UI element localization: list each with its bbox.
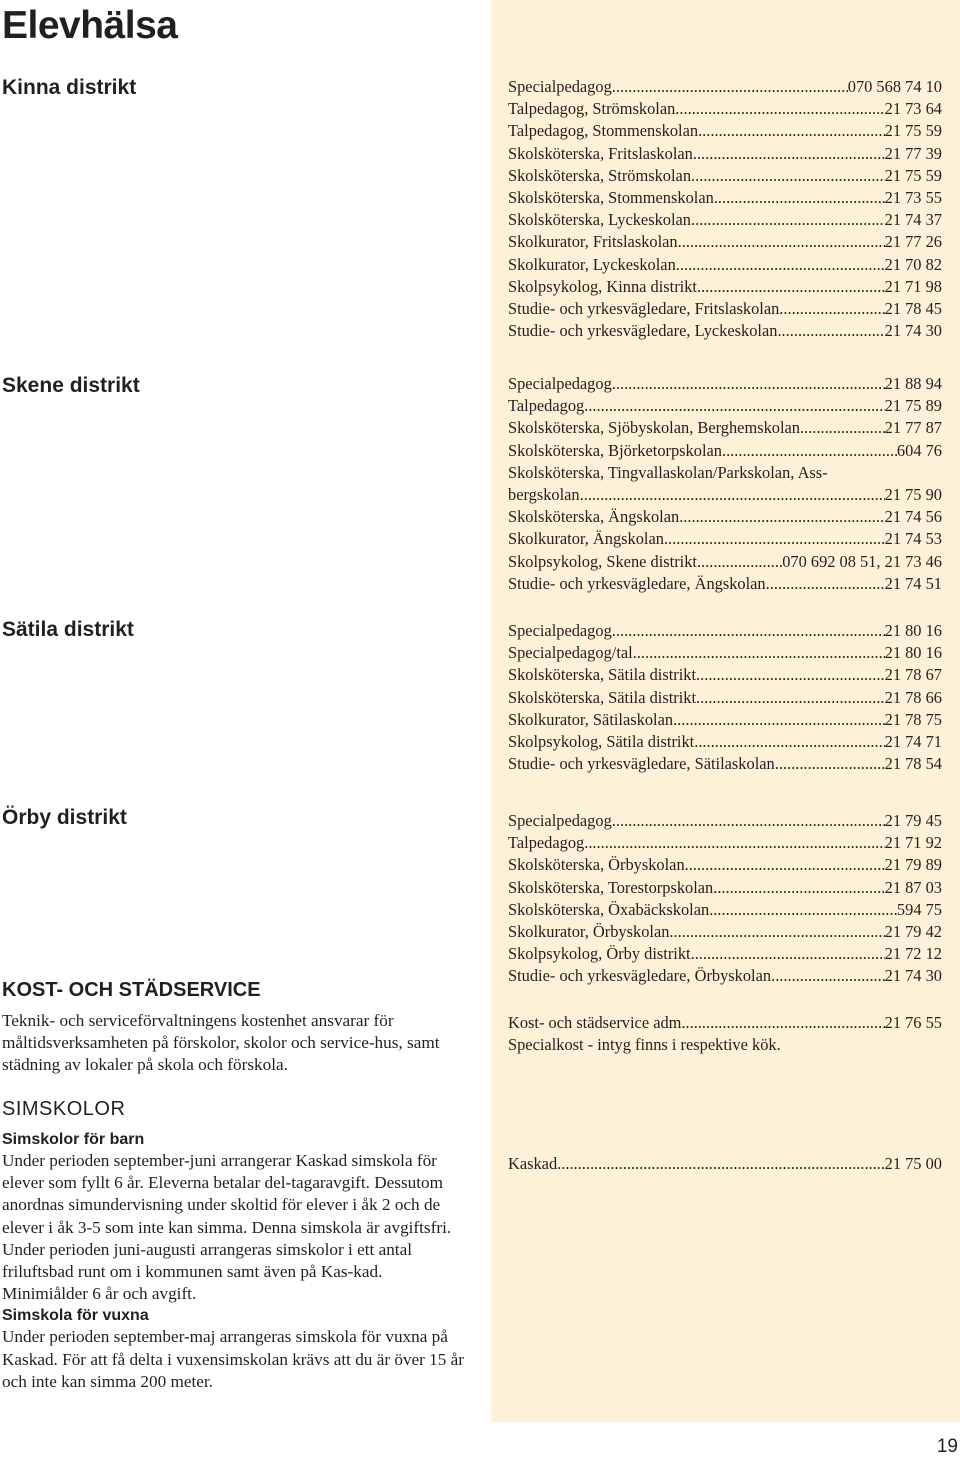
contact-row bbox=[508, 276, 942, 298]
contact-row bbox=[508, 417, 942, 439]
contact-row bbox=[508, 187, 942, 209]
kost-description: Teknik- och serviceförvaltningens kostenhet ansvarar för måltidsverksamheten på förskolor, skolor och service-hus, samt städning av lokaler på skola och förskola. bbox=[2, 1011, 440, 1075]
contact-label: Skolsköterska, Strömskolan bbox=[508, 165, 692, 185]
contact-label: Skolpsykolog, Skene distrikt.. bbox=[508, 551, 706, 571]
contact-label: Studie- och yrkesvägledare, Fritslaskolan bbox=[508, 299, 780, 319]
skene-heading: Skene distrikt bbox=[2, 374, 140, 397]
sim-vuxna-heading: Simskola för vuxna bbox=[2, 1307, 149, 1325]
dot-leader bbox=[633, 642, 885, 664]
dot-leader bbox=[612, 76, 848, 98]
contact-label: Specialpedagog bbox=[508, 621, 612, 640]
contact-row bbox=[508, 943, 942, 965]
dot-leader bbox=[709, 899, 897, 921]
contact-row bbox=[508, 810, 942, 832]
phone-number: 21 78 54 bbox=[884, 754, 942, 774]
phone-number: 21 78 45 bbox=[884, 299, 942, 319]
contact-row bbox=[508, 395, 942, 417]
contact-row: Skolsköterska, Tingvallaskolan/Parkskolan, Ass- bbox=[508, 462, 828, 482]
contact-row bbox=[508, 921, 942, 943]
contact-row bbox=[508, 877, 942, 899]
contact-row bbox=[508, 76, 942, 98]
contact-label: Talpedagog bbox=[508, 833, 585, 853]
dot-leader bbox=[779, 298, 884, 320]
contact-row bbox=[508, 1012, 942, 1034]
phone-number: 21 78 75 bbox=[884, 709, 942, 729]
contact-label: Skolsköterska, Fritslaskolan bbox=[508, 143, 693, 163]
skene-contact-list bbox=[508, 373, 942, 595]
contact-row bbox=[508, 528, 942, 550]
dot-leader bbox=[681, 1012, 884, 1034]
contact-row bbox=[508, 143, 942, 165]
contact-row bbox=[508, 642, 942, 664]
contact-label: Kaskad bbox=[508, 1154, 558, 1173]
contact-label: bergskolan bbox=[508, 485, 580, 505]
contact-label: Skolsköterska, Sätila distrikt bbox=[508, 665, 697, 685]
contact-row bbox=[508, 440, 942, 462]
dot-leader bbox=[664, 528, 885, 550]
contact-row bbox=[508, 254, 942, 276]
contact-row bbox=[508, 687, 942, 709]
contact-row bbox=[508, 209, 942, 231]
contact-label: Skolsköterska, Stommenskolan bbox=[508, 188, 714, 208]
phone-number: 21 73 55 bbox=[884, 188, 942, 208]
dot-leader bbox=[693, 143, 885, 165]
phone-number: 21 74 30 bbox=[884, 966, 942, 986]
contact-row bbox=[508, 120, 942, 142]
contact-row bbox=[508, 231, 942, 253]
dot-leader bbox=[669, 921, 884, 943]
phone-number: 070 568 74 10 bbox=[847, 77, 942, 96]
kinna-contact-list bbox=[508, 76, 942, 342]
contact-row bbox=[508, 664, 942, 686]
phone-number: 21 77 39 bbox=[884, 143, 942, 163]
dot-leader bbox=[766, 573, 885, 595]
contact-row bbox=[508, 854, 942, 876]
phone-number: 21 87 03 bbox=[884, 877, 942, 897]
orby-contact-list bbox=[508, 810, 942, 988]
phone-number: 21 76 55 bbox=[884, 1013, 942, 1032]
dot-leader bbox=[584, 832, 884, 854]
sim-contact-list bbox=[508, 1153, 942, 1175]
dot-leader bbox=[713, 877, 884, 899]
contact-label: Specialpedagog bbox=[508, 77, 612, 96]
dot-leader bbox=[676, 254, 885, 276]
phone-number: 21 75 59 bbox=[884, 165, 942, 185]
phone-number: 21 75 90 bbox=[884, 485, 942, 505]
dot-leader bbox=[777, 320, 884, 342]
phone-number: 21 72 12 bbox=[884, 944, 942, 964]
dot-leader bbox=[612, 373, 885, 395]
phone-number: 21 75 89 bbox=[884, 396, 942, 416]
dot-leader bbox=[804, 417, 885, 439]
phone-number: 21 79 42 bbox=[884, 922, 942, 942]
phone-number: 21 78 66 bbox=[884, 687, 942, 707]
dot-leader bbox=[697, 276, 885, 298]
dot-leader bbox=[691, 209, 885, 231]
dot-leader bbox=[678, 231, 885, 253]
dot-leader bbox=[675, 98, 884, 120]
contact-label: Talpedagog bbox=[508, 396, 585, 416]
contact-label: Skolkurator, Örbyskolan bbox=[508, 922, 670, 942]
dot-leader bbox=[775, 753, 885, 775]
phone-number: 21 79 89 bbox=[884, 855, 942, 875]
satila-heading: Sätila distrikt bbox=[2, 618, 134, 641]
phone-number: 21 77 26 bbox=[884, 232, 942, 252]
phone-number: 21 75 59 bbox=[884, 121, 942, 141]
contact-label: Skolsköterska, Torestorpskolan bbox=[508, 877, 714, 897]
orby-heading: Örby distrikt bbox=[2, 806, 127, 829]
contact-label: Skolsköterska, Ängskolan bbox=[508, 507, 680, 527]
sim-vuxna-paragraph: Under perioden september-maj arrangeras simskola för vuxna på Kaskad. För att få delta i vuxensimskolan krävs att du är över 15 år och inte kan simma 200 meter. bbox=[2, 1327, 465, 1391]
phone-number: 21 80 16 bbox=[884, 643, 942, 663]
dot-leader bbox=[696, 687, 885, 709]
contact-row bbox=[508, 965, 942, 987]
contact-label: Skolkurator, Lyckeskolan bbox=[508, 254, 676, 274]
contact-label: Skolkurator, Fritslaskolan bbox=[508, 232, 678, 252]
kost-contact-list bbox=[508, 1012, 942, 1056]
dot-leader bbox=[673, 709, 885, 731]
contact-label: Skolsköterska, Björketorpskolan bbox=[508, 440, 722, 460]
dot-leader bbox=[691, 165, 885, 187]
phone-number: 21 74 30 bbox=[884, 321, 942, 341]
phone-number: 21 70 82 bbox=[884, 254, 942, 274]
contact-row bbox=[508, 709, 942, 731]
contact-label: Skolsköterska, Lyckeskolan bbox=[508, 210, 692, 230]
sim-barn-paragraph-2: Under perioden juni-augusti arrangeras simskolor i ett antal friluftsbad runt om i kommunen samt även på Kas-kad. Minimiålder 6 år och avgift. bbox=[2, 1239, 412, 1304]
contact-label: Specialpedagog bbox=[508, 374, 612, 393]
kost-heading: KOST- OCH STÄDSERVICE bbox=[2, 979, 261, 1001]
page-title: Elevhälsa bbox=[2, 4, 178, 47]
dot-leader bbox=[685, 854, 885, 876]
dot-leader bbox=[612, 810, 885, 832]
phone-number: 21 77 87 bbox=[884, 418, 942, 438]
page-number: 19 bbox=[936, 1436, 958, 1457]
dot-leader bbox=[722, 440, 897, 462]
dot-leader bbox=[714, 187, 885, 209]
contact-label: Skolsköterska, Örbyskolan bbox=[508, 855, 685, 875]
kinna-heading: Kinna distrikt bbox=[2, 76, 137, 99]
contact-row bbox=[508, 98, 942, 120]
contact-row bbox=[508, 373, 942, 395]
dot-leader bbox=[557, 1153, 884, 1175]
sim-barn-paragraph-1: Under perioden september-juni arrangerar Kaskad simskola för elever som fyllt 6 år. Eleverna betalar del-tagaravgift. Dessutom anordnas simundervisning under skoltid för elever i åk 2 och de elever i åk 3-5 som inte kan simma. Denna simskola är avgiftsfri. bbox=[2, 1151, 452, 1237]
dot-leader bbox=[771, 965, 885, 987]
phone-number: 21 75 00 bbox=[884, 1154, 942, 1173]
contact-label: Skolkurator, Sätilaskolan bbox=[508, 709, 674, 729]
dot-leader bbox=[698, 120, 885, 142]
dot-leader bbox=[580, 484, 885, 506]
phone-number: 21 88 94 bbox=[884, 374, 942, 393]
phone-number: 604 76 bbox=[896, 440, 942, 460]
phone-number: 21 79 45 bbox=[884, 811, 942, 830]
sim-barn-heading: Simskolor för barn bbox=[2, 1131, 145, 1148]
contact-label: Skolsköterska, Öxabäckskolan bbox=[508, 899, 710, 919]
contact-label: Skolkurator, Ängskolan bbox=[508, 529, 664, 549]
contact-row bbox=[508, 573, 942, 595]
sim-heading: SIMSKOLOR bbox=[2, 1098, 126, 1120]
contact-row bbox=[508, 506, 942, 528]
phone-number: 21 74 53 bbox=[884, 529, 942, 549]
dot-leader bbox=[584, 395, 884, 417]
contact-label: Skolsköterska, Sätila distrikt bbox=[508, 687, 697, 707]
contact-label: Specialpedagog/tal bbox=[508, 643, 633, 663]
contact-row bbox=[508, 620, 942, 642]
phone-number: 21 71 98 bbox=[884, 276, 942, 296]
contact-label: Talpedagog, Strömskolan bbox=[508, 99, 676, 119]
satila-contact-list bbox=[508, 620, 942, 775]
phone-number: 070 692 08 51, 21 73 46 bbox=[782, 551, 942, 571]
contact-row bbox=[508, 753, 942, 775]
phone-number: 21 74 37 bbox=[884, 210, 942, 230]
contact-label: Skolsköterska, Sjöbyskolan, Berghemskolan. bbox=[508, 418, 805, 438]
dot-leader bbox=[696, 664, 885, 686]
phone-number: 21 74 51 bbox=[884, 573, 942, 593]
contact-row bbox=[508, 832, 942, 854]
dot-leader bbox=[679, 506, 884, 528]
contact-label: Talpedagog, Stommenskolan bbox=[508, 121, 699, 141]
phone-number: 21 78 67 bbox=[884, 665, 942, 685]
phone-number: 21 73 64 bbox=[884, 99, 942, 119]
contact-label: Studie- och yrkesvägledare, Ängskolan bbox=[508, 573, 766, 593]
contact-row bbox=[508, 298, 942, 320]
sim-section bbox=[2, 1129, 472, 1393]
phone-number: 21 80 16 bbox=[884, 621, 942, 640]
phone-number: 21 74 56 bbox=[884, 507, 942, 527]
contact-label: Skolpsykolog, Kinna distrikt bbox=[508, 276, 697, 296]
phone-number: 594 75 bbox=[896, 899, 942, 919]
contact-row bbox=[508, 1153, 942, 1175]
phone-number: 21 74 71 bbox=[884, 732, 942, 752]
contact-row bbox=[508, 165, 942, 187]
contact-row bbox=[508, 731, 942, 753]
contact-row: Specialkost - intyg finns i respektive kök. bbox=[508, 1035, 781, 1055]
contact-label: Studie- och yrkesvägledare, Örbyskolan bbox=[508, 966, 772, 986]
contact-row bbox=[508, 899, 942, 921]
dot-leader bbox=[691, 943, 885, 965]
dot-leader bbox=[694, 731, 884, 753]
contact-label: Skolpsykolog, Sätila distrikt bbox=[508, 732, 695, 752]
dot-leader bbox=[612, 620, 885, 642]
contact-label: Kost- och städservice adm bbox=[508, 1013, 682, 1032]
contact-row bbox=[508, 551, 942, 573]
contact-row bbox=[508, 320, 942, 342]
contact-label: Studie- och yrkesvägledare, Sätilaskolan bbox=[508, 754, 775, 774]
contact-label: Skolpsykolog, Örby distrikt bbox=[508, 944, 691, 964]
contact-row bbox=[508, 484, 942, 506]
contact-label: Studie- och yrkesvägledare, Lyckeskolan bbox=[508, 321, 778, 341]
contact-label: Specialpedagog bbox=[508, 811, 612, 830]
dot-leader bbox=[705, 551, 782, 573]
phone-number: 21 71 92 bbox=[884, 833, 942, 853]
